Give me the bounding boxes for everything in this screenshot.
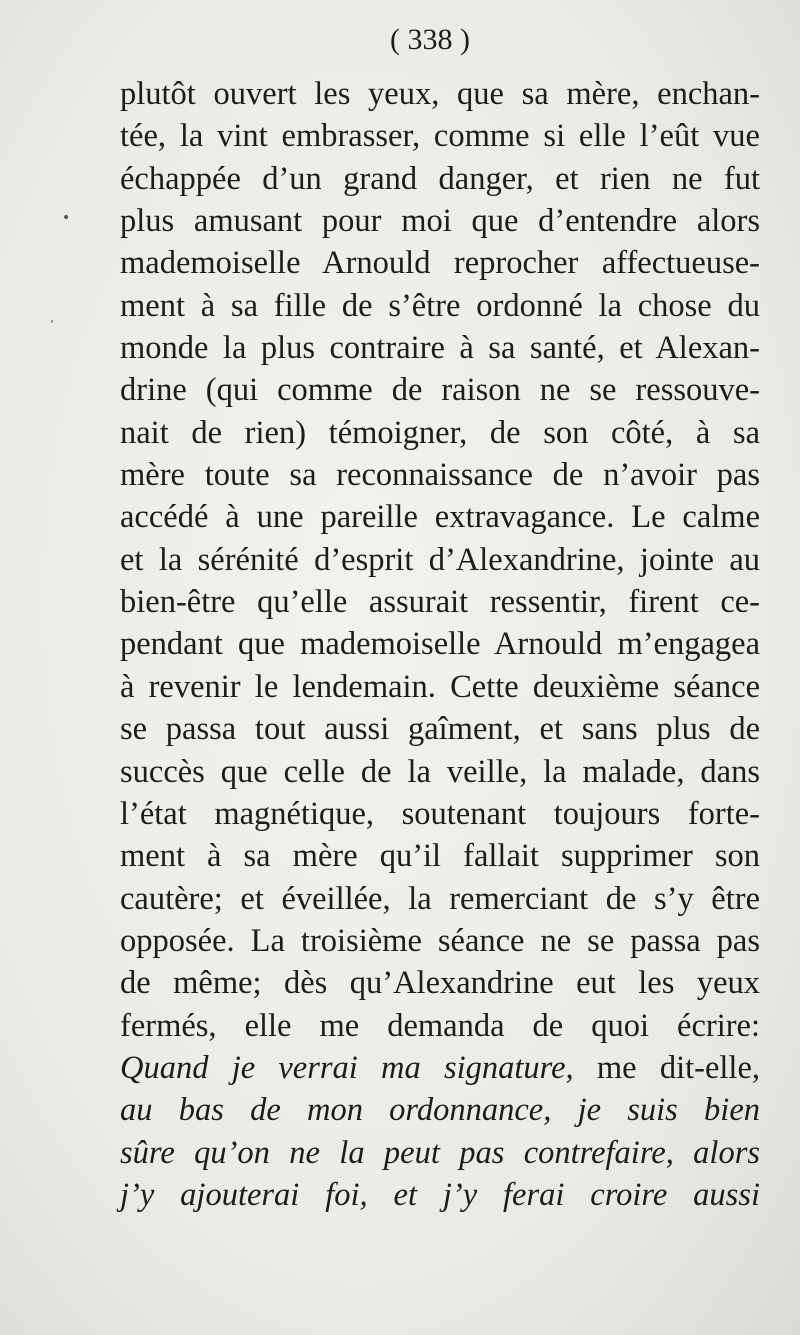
ink-speck: • xyxy=(62,210,71,226)
page-number: ( 338 ) xyxy=(390,23,470,56)
roman-span: me dit-elle, xyxy=(573,1049,760,1086)
text-line: échappée d’un grand danger, et rien ne fut xyxy=(120,160,760,197)
text-line: ment à sa mère qu’il fallait supprimer son xyxy=(120,838,760,875)
text-line: tée, la vint embrasser, comme si elle l’eût vue xyxy=(120,118,760,155)
text-line: ment à sa fille de s’être ordonné la chose du xyxy=(120,287,760,324)
text-line: drine (qui comme de raison ne se ressouve- xyxy=(120,372,760,409)
text-line-italic: au bas de mon ordonnance, je suis bien xyxy=(120,1092,760,1129)
text-line: mademoiselle Arnould reprocher affectueuse- xyxy=(120,245,760,282)
text-line: fermés, elle me demanda de quoi écrire: xyxy=(120,1007,760,1044)
text-line: et la sérénité d’esprit d’Alexandrine, jointe au xyxy=(120,541,760,578)
text-line: plus amusant pour moi que d’entendre alors xyxy=(120,203,760,240)
text-line: plutôt ouvert les yeux, que sa mère, enchan- xyxy=(120,76,760,112)
text-line: mère toute sa reconnaissance de n’avoir pas xyxy=(120,457,760,494)
text-line: monde la plus contraire à sa santé, et Alexan- xyxy=(120,330,760,367)
text-line: bien-être qu’elle assurait ressentir, firent ce- xyxy=(120,584,760,621)
text-line: opposée. La troisième séance ne se passa pas xyxy=(120,922,760,959)
text-line: de même; dès qu’Alexandrine eut les yeux xyxy=(120,965,760,1002)
text-line: à revenir le lendemain. Cette deuxième séance xyxy=(120,668,760,705)
text-line-italic: j’y ajouterai foi, et j’y ferai croire aussi xyxy=(120,1176,760,1213)
text-line: succès que celle de la veille, la malade, dans xyxy=(120,753,760,790)
body-text xyxy=(120,73,760,1216)
text-line: nait de rien) témoigner, de son côté, à sa xyxy=(120,414,760,451)
text-line: l’état magnétique, soutenant toujours forte- xyxy=(120,795,760,832)
text-line: pendant que mademoiselle Arnould m’engagea xyxy=(120,626,760,663)
text-line: accédé à une pareille extravagance. Le calme xyxy=(120,499,760,536)
ink-speck: ʼ xyxy=(50,318,54,332)
text-line: cautère; et éveillée, la remerciant de s’y être xyxy=(120,880,760,917)
italic-span: Quand je verrai ma signature, xyxy=(120,1049,574,1086)
text-line-mixed xyxy=(120,1047,760,1089)
text-line: se passa tout aussi gaîment, et sans plus de xyxy=(120,711,760,748)
text-line-italic: sûre qu’on ne la peut pas contrefaire, alors xyxy=(120,1134,760,1171)
